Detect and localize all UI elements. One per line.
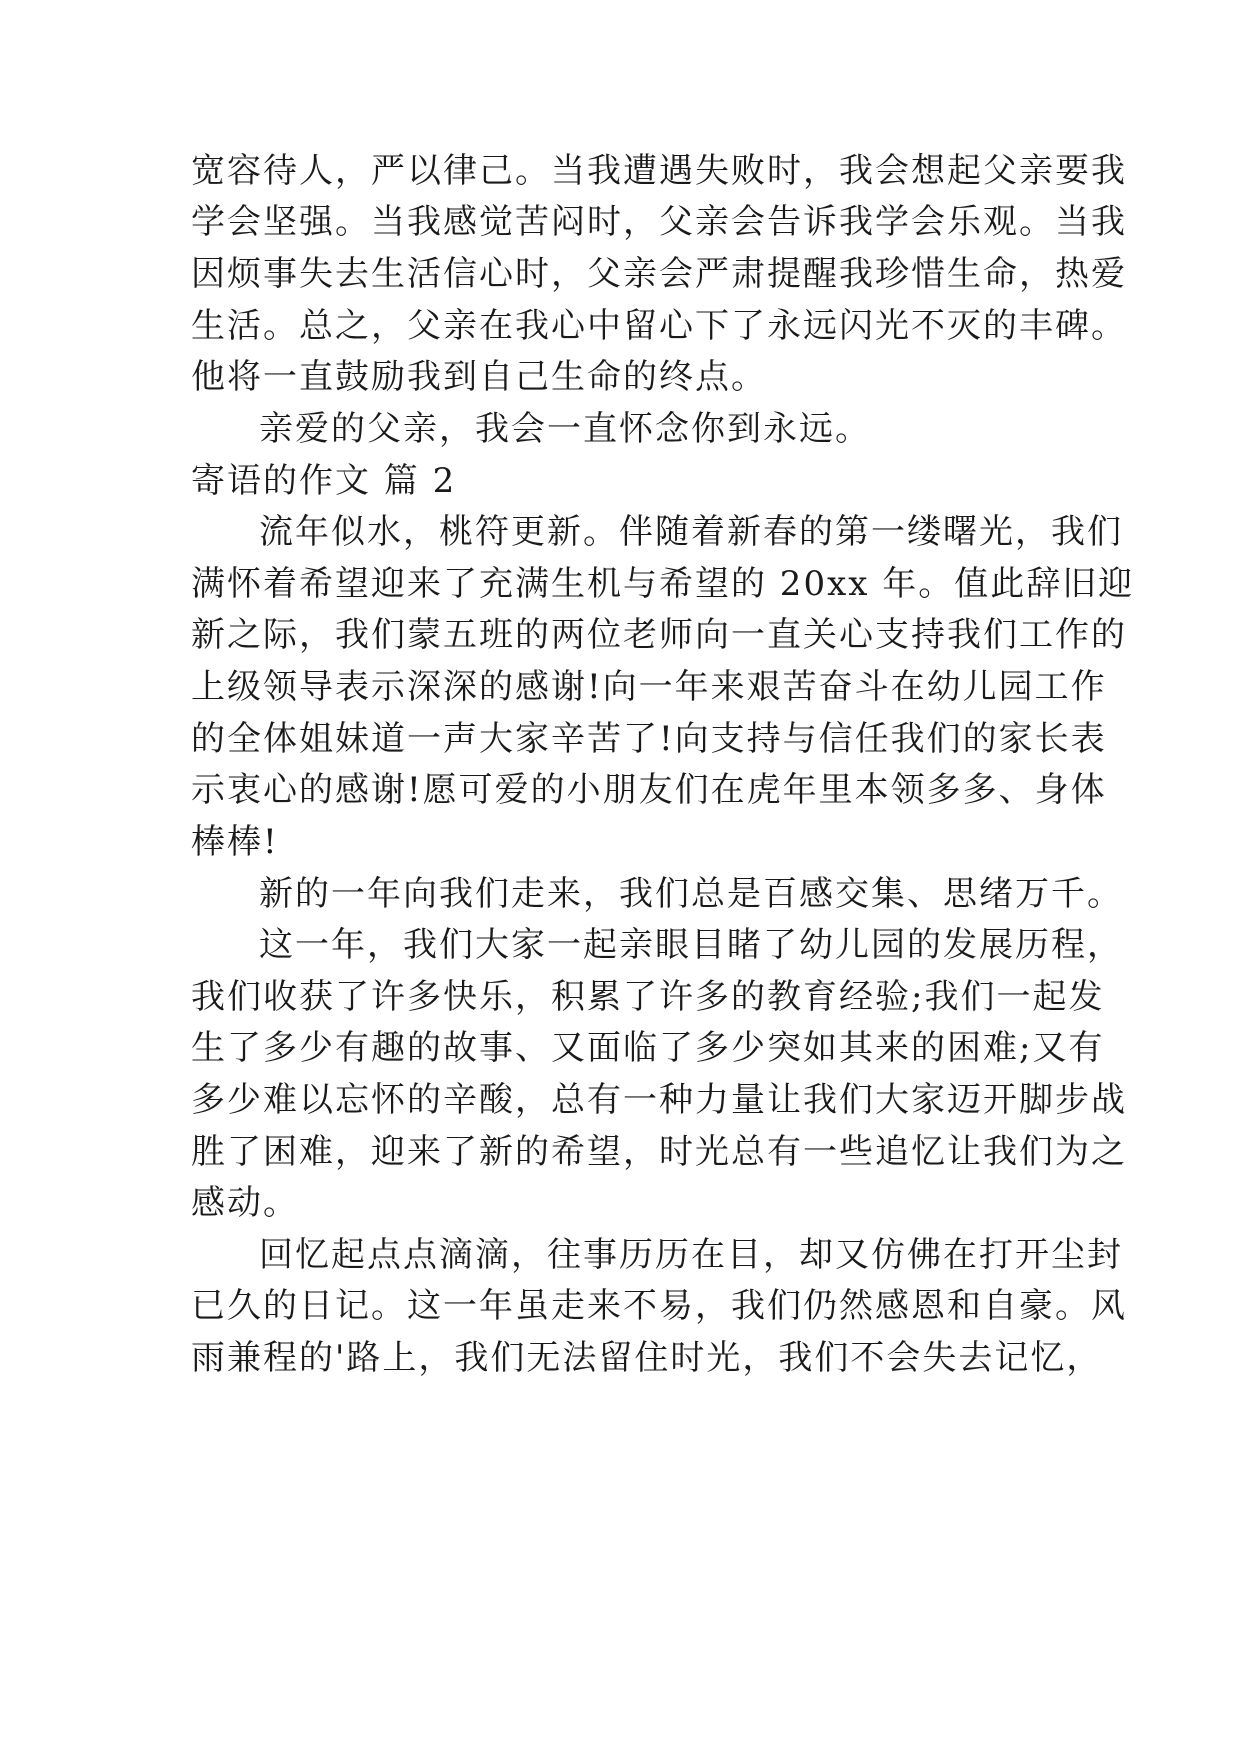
body-line: 新的一年向我们走来，我们总是百感交集、思绪万千。 bbox=[259, 874, 1123, 914]
body-line: 生活。总之，父亲在我心中留心下了永远闪光不灭的丰碑。 bbox=[191, 306, 1127, 346]
body-line: 多少难以忘怀的辛酸，总有一种力量让我们大家迈开脚步战 bbox=[191, 1080, 1127, 1120]
body-line: 感动。 bbox=[191, 1183, 299, 1223]
body-line: 他将一直鼓励我到自己生命的终点。 bbox=[191, 357, 767, 397]
body-line: 棒棒! bbox=[191, 822, 279, 862]
body-line: 示衷心的感谢!愿可爱的小朋友们在虎年里本领多多、身体 bbox=[191, 770, 1107, 810]
section-heading: 寄语的作文 篇 2 bbox=[191, 461, 457, 501]
body-line: 的全体姐妹道一声大家辛苦了!向支持与信任我们的家长表 bbox=[191, 719, 1107, 759]
body-line: 回忆起点点滴滴，往事历历在目，却又仿佛在打开尘封 bbox=[259, 1235, 1123, 1275]
body-line: 亲爱的父亲，我会一直怀念你到永远。 bbox=[259, 409, 871, 449]
body-line: 我们收获了许多快乐，积累了许多的教育经验;我们一起发 bbox=[191, 977, 1105, 1017]
body-line: 学会坚强。当我感觉苦闷时，父亲会告诉我学会乐观。当我 bbox=[191, 202, 1127, 242]
body-line: 生了多少有趣的故事、又面临了多少突如其来的困难;又有 bbox=[191, 1028, 1105, 1068]
body-line: 雨兼程的'路上，我们无法留住时光，我们不会失去记忆， bbox=[191, 1338, 1103, 1378]
body-line: 新之际，我们蒙五班的两位老师向一直关心支持我们工作的 bbox=[191, 615, 1127, 655]
body-line: 已久的日记。这一年虽走来不易，我们仍然感恩和自豪。风 bbox=[191, 1286, 1127, 1326]
body-line: 因烦事失去生活信心时，父亲会严肃提醒我珍惜生命，热爱 bbox=[191, 254, 1127, 294]
body-line: 这一年，我们大家一起亲眼目睹了幼儿园的发展历程， bbox=[259, 925, 1123, 965]
body-line: 流年似水，桃符更新。伴随着新春的第一缕曙光，我们 bbox=[259, 512, 1123, 552]
body-line: 宽容待人，严以律己。当我遭遇失败时，我会想起父亲要我 bbox=[191, 151, 1127, 191]
body-line: 上级领导表示深深的感谢!向一年来艰苦奋斗在幼儿园工作 bbox=[191, 667, 1107, 707]
body-line: 胜了困难，迎来了新的希望，时光总有一些追忆让我们为之 bbox=[191, 1132, 1127, 1172]
body-line: 满怀着希望迎来了充满生机与希望的 20xx 年。值此辞旧迎 bbox=[191, 564, 1135, 604]
